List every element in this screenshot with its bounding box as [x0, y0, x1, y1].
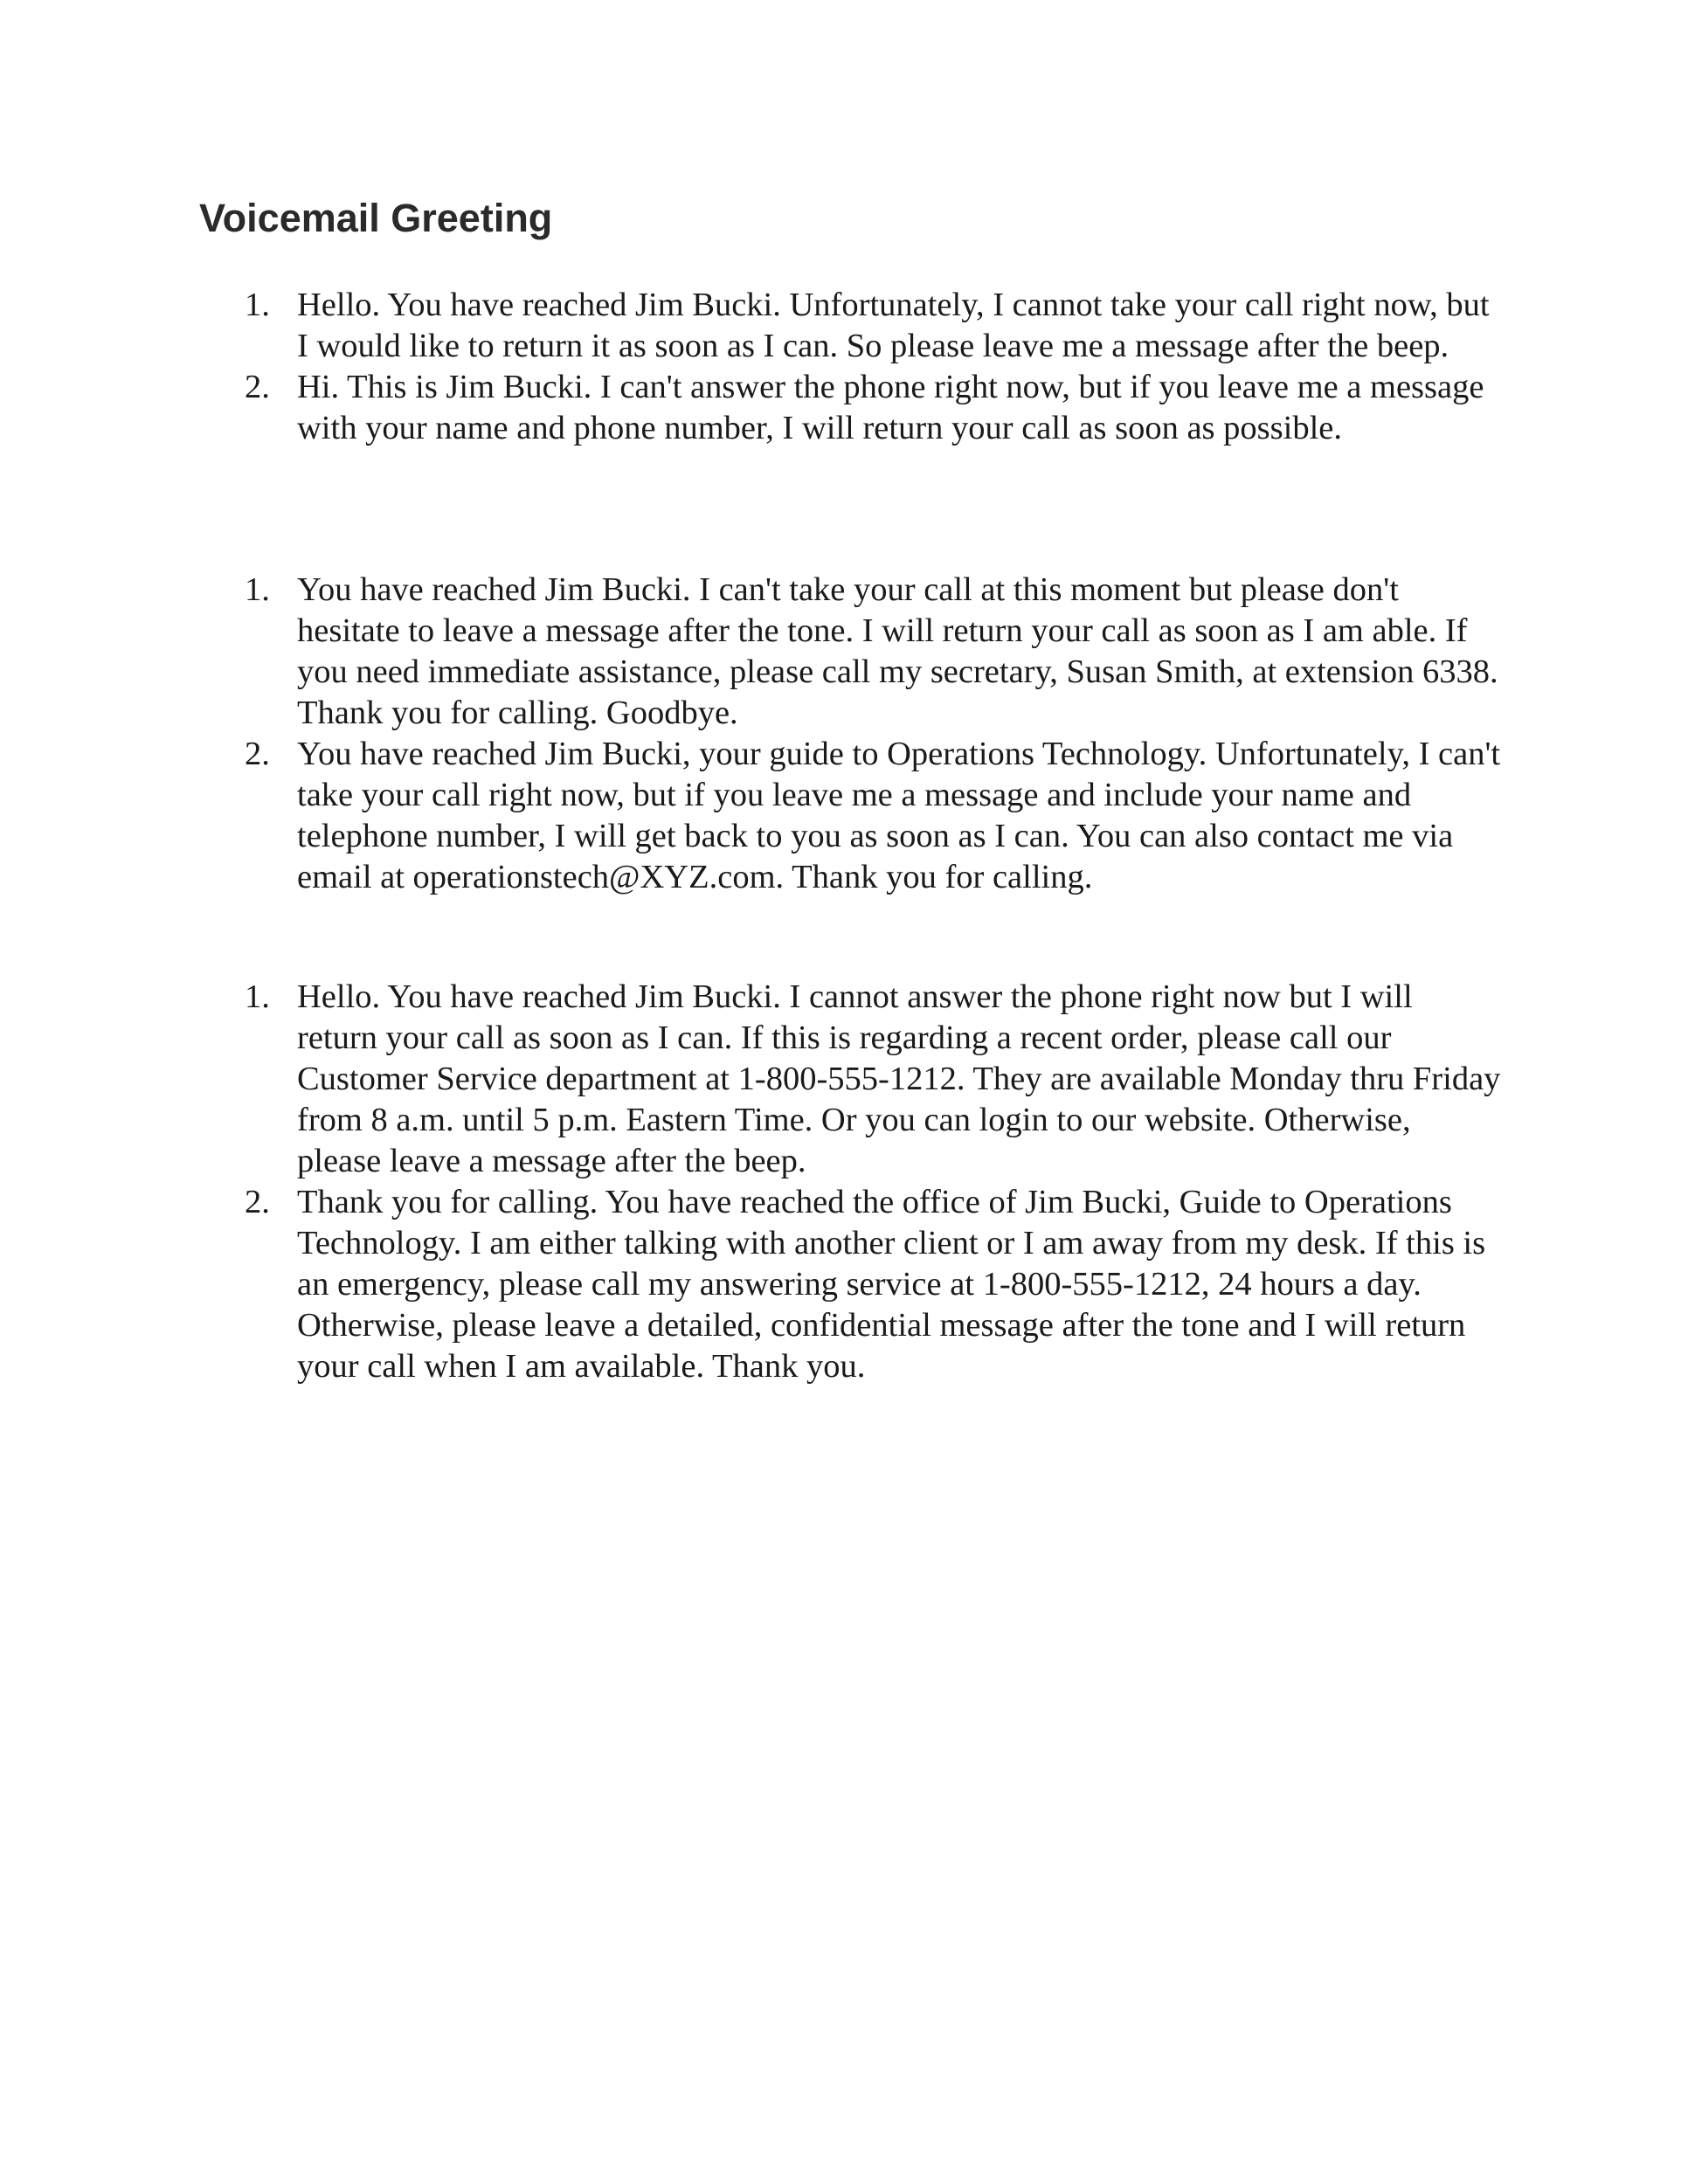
- list-number: 2.: [245, 736, 270, 772]
- page-title: Voicemail Greeting: [199, 196, 553, 240]
- greeting-text: Hello. You have reached Jim Bucki. Unfortunately, I cannot take your call right now, but I would like to return it as soon as I can. So please leave me a message after the beep.: [297, 287, 1490, 364]
- greeting-list-2: [199, 570, 1501, 898]
- greeting-text: Thank you for calling. You have reached the office of Jim Bucki, Guide to Operations Technology. I am either talking with another client or I am away from my desk. If this is an emergency, please call my answering service at 1-800-555-1212, 24 hours a day. Otherwise, please leave a detailed, confidential message after the tone and I will return your call when I am available. Thank you.: [297, 1184, 1486, 1385]
- greeting-list-1: [199, 285, 1501, 449]
- list-item: [199, 734, 1501, 898]
- list-number: 2.: [245, 369, 270, 405]
- list-number: 1.: [245, 978, 270, 1015]
- greeting-list-3: [199, 977, 1501, 1387]
- greeting-text: You have reached Jim Bucki. I can't take your call at this moment but please don't hesitate to leave a message after the tone. I will return your call as soon as I am able. If you need immediate assistance, please call my secretary, Susan Smith, at extension 6338. Thank you for calling. Goodbye.: [297, 571, 1498, 731]
- list-item: [199, 570, 1501, 734]
- list-number: 2.: [245, 1184, 270, 1220]
- list-item: [199, 285, 1501, 367]
- greeting-text: You have reached Jim Bucki, your guide to Operations Technology. Unfortunately, I can't take your call right now, but if you leave me a message and include your name and telephone number, I will get back to you as soon as I can. You can also contact me via email at operationstech@XYZ.com. Thank you for calling.: [297, 736, 1501, 895]
- list-item: [199, 1182, 1501, 1387]
- greeting-text: Hi. This is Jim Bucki. I can't answer the phone right now, but if you leave me a message with your name and phone number, I will return your call as soon as possible.: [297, 369, 1484, 446]
- greeting-text: Hello. You have reached Jim Bucki. I cannot answer the phone right now but I will return your call as soon as I can. If this is regarding a recent order, please call our Customer Service department at 1-800-555-1212. They are available Monday thru Friday from 8 a.m. until 5 p.m. Eastern Time. Or you can login to our website. Otherwise, please leave a message after the beep.: [297, 978, 1501, 1179]
- list-item: [199, 367, 1501, 449]
- list-number: 1.: [245, 571, 270, 608]
- list-item: [199, 977, 1501, 1182]
- list-number: 1.: [245, 287, 270, 323]
